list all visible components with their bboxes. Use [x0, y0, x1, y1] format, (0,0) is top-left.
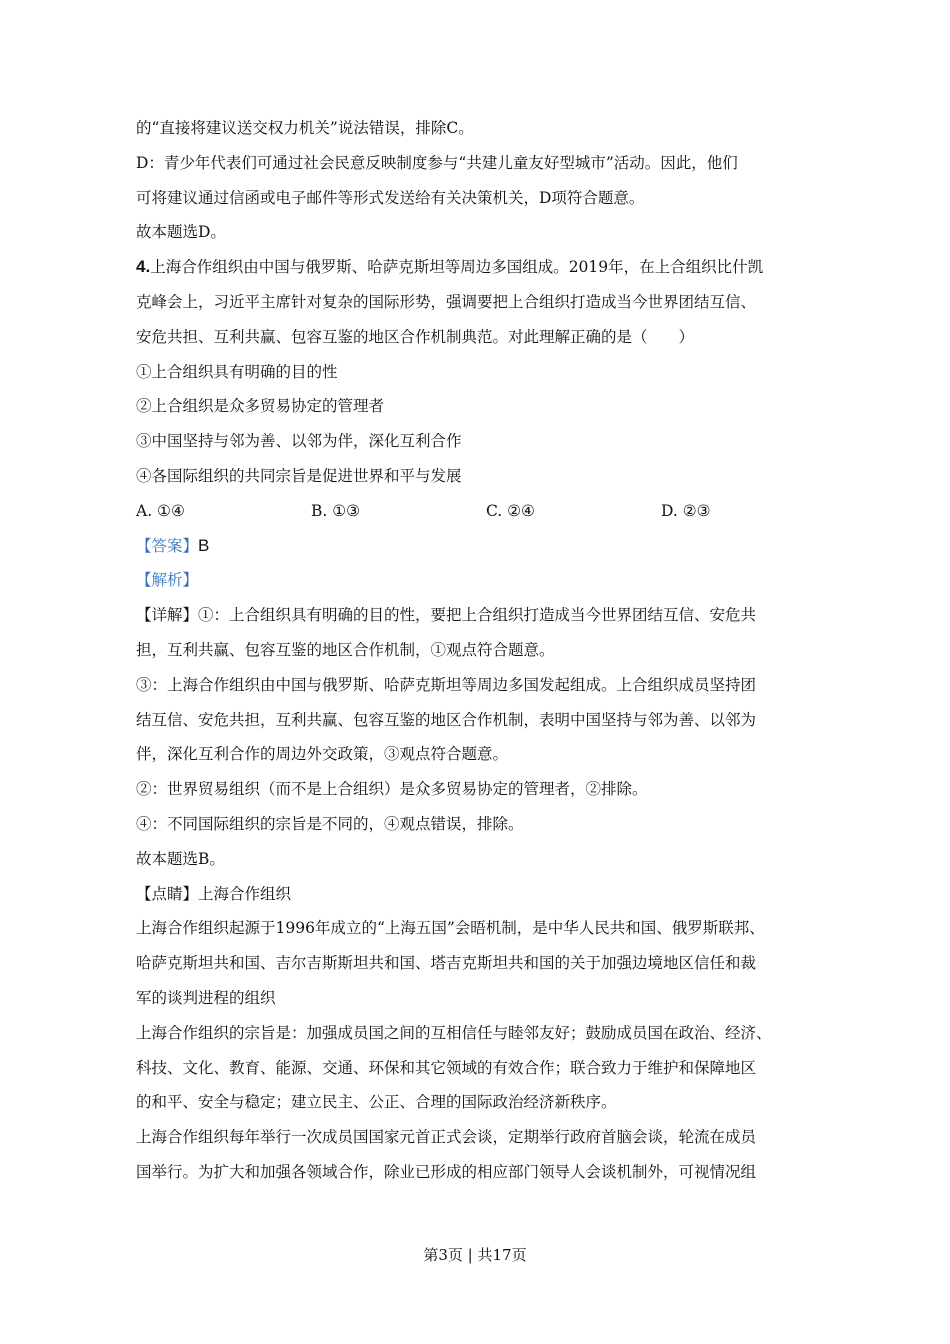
detail-line: 伴，深化互利合作的周边外交政策，③观点符合题意。 — [136, 745, 509, 764]
detail-line: ②：世界贸易组织（而不是上合组织）是众多贸易协定的管理者，②排除。 — [136, 780, 648, 799]
detail-line: 担，互利共赢、包容互鉴的地区合作机制，①观点符合题意。 — [136, 640, 555, 659]
stem-text: 上海合作组织由中国与俄罗斯、哈萨克斯坦等周边多国组成。2019年，在上合组织比什凯 — [150, 258, 764, 277]
detail-line — [136, 603, 836, 638]
text-line: D：青少年代表们可通过社会民意反映制度参与“共建儿童友好型城市”活动。因此，他们 — [136, 153, 738, 172]
answer-value: B — [198, 535, 210, 555]
question-number: 4. — [136, 257, 151, 277]
option-d: D. ②③ — [661, 501, 711, 520]
point-line: 上海合作组织的宗旨是：加强成员国之间的互相信任与睦邻友好；鼓励成员国在政治、经济、 — [136, 1023, 772, 1042]
point-line: 上海合作组织每年举行一次成员国国家元首正式会谈，定期举行政府首脑会谈，轮流在成员 — [136, 1128, 757, 1147]
detail-line: ③：上海合作组织由中国与俄罗斯、哈萨克斯坦等周边多国发起组成。上合组织成员坚持团 — [136, 675, 757, 694]
point-line: 科技、文化、教育、能源、交通、环保和其它领域的有效合作；联合致力于维护和保障地区 — [136, 1058, 757, 1077]
point-title: 上海合作组织 — [198, 884, 292, 903]
option-a: A. ①④ — [136, 501, 185, 520]
statement: ②上合组织是众多贸易协定的管理者 — [136, 397, 385, 416]
statement: ④各国际组织的共同宗旨是促进世界和平与发展 — [136, 466, 462, 485]
detail-line: 结互信、安危共担，互利共赢、包容互鉴的地区合作机制，表明中国坚持与邻为善、以邻为 — [136, 710, 757, 729]
text-line: 的“直接将建议送交权力机关”说法错误，排除C。 — [136, 119, 474, 137]
detail-line: 故本题选B。 — [136, 849, 225, 868]
point-line: 上海合作组织起源于1996年成立的“上海五国”会晤机制，是中华人民共和国、俄罗斯联邦、 — [136, 919, 765, 938]
question-stem-line — [136, 255, 836, 290]
question-stem-line: 安危共担、互利共赢、包容互鉴的地区合作机制典范。对此理解正确的是（ ） — [136, 327, 695, 346]
point-heading — [136, 882, 836, 917]
option-b: B. ①③ — [311, 501, 361, 520]
statement: ③中国坚持与邻为善、以邻为伴，深化互利合作 — [136, 432, 462, 451]
answer-label: 【答案】 — [136, 536, 199, 555]
page-footer: 第3页 | 共17页 — [423, 1246, 527, 1264]
point-label: 【点睛】 — [136, 884, 199, 903]
question-stem-line: 克峰会上，习近平主席针对复杂的国际形势，强调要把上合组织打造成当今世界团结互信、 — [136, 292, 757, 311]
text-line: 故本题选D。 — [136, 223, 226, 242]
detail-text: ①：上合组织具有明确的目的性，要把上合组织打造成当今世界团结互信、安危共 — [198, 606, 757, 625]
point-line: 哈萨克斯坦共和国、吉尔吉斯斯坦共和国、塔吉克斯坦共和国的关于加强边境地区信任和裁 — [136, 954, 757, 973]
option-c: C. ②④ — [486, 501, 535, 520]
options-row — [136, 499, 836, 534]
detail-label: 【详解】 — [136, 606, 199, 625]
point-line: 国举行。为扩大和加强各领域合作，除业已形成的相应部门领导人会谈机制外，可视情况组 — [136, 1162, 757, 1181]
analysis-label: 【解析】 — [136, 571, 199, 590]
point-line: 军的谈判进程的组织 — [136, 988, 276, 1007]
text-line: 可将建议通过信函或电子邮件等形式发送给有关决策机关，D项符合题意。 — [136, 188, 645, 207]
point-line: 的和平、安全与稳定；建立民主、公正、合理的国际政治经济新秩序。 — [136, 1093, 617, 1112]
detail-line: ④：不同国际组织的宗旨是不同的，④观点错误，排除。 — [136, 814, 524, 833]
answer-line — [136, 534, 836, 569]
statement: ①上合组织具有明确的目的性 — [136, 362, 338, 381]
